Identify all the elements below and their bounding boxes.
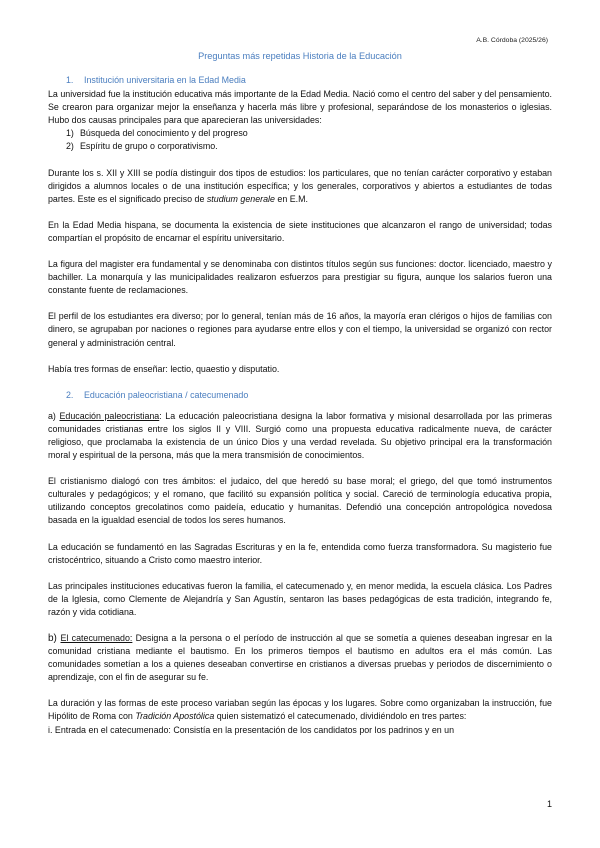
paragraph: Había tres formas de enseñar: lectio, quaestio y disputatio. — [48, 363, 280, 374]
paragraph: La universidad fue la institución educativa más importante de la Edad Media. Nació como el centro del saber y del pensamiento. Se crearon para organizar mejor la enseñanza y hacerla más libre y profesional, separándose de los monasterios o iglesias. Hubo dos causas principales para que aparecieran las universidades: — [48, 89, 552, 126]
section-2-number: 2. — [66, 389, 74, 400]
document-body — [48, 74, 552, 737]
italic-term: studium generale — [206, 193, 275, 204]
section-1-title: Institución universitaria en la Edad Media — [84, 75, 246, 85]
list-item: 2) Espíritu de grupo o corporativismo. — [66, 141, 218, 152]
paragraph: El perfil de los estudiantes era diverso; por lo general, tenían más de 16 años, la mayoría eran clérigos o hijos de familias con dinero, se agrupaban por naciones o regiones para ayudarse entre ellos y con el tiempo, la universidad se organizó con rector general y administración central. — [48, 311, 552, 348]
section-2-title: Educación paleocristiana / catecumenado — [84, 389, 249, 400]
causes-list — [66, 127, 552, 153]
paragraph: El cristianismo dialogó con tres ámbitos: el judaico, del que heredó su base moral; el griego, del que tomó instrumentos culturales y pedagógicos; y el romano, que facilitó su expansión política y social. Careció de terminología educativa propia, utilizando conceptos grecolatinos como paideía, educatio y humanitas. Defendió una concepción antropológica novedosa basada en la igualdad esencial de todos los seres humanos. — [48, 476, 552, 526]
paragraph: b) El catecumenado: Designa a la persona o el período de instrucción al que se sometía a quienes deseaban ingresar en la comunidad cristiana mediante el bautismo. En los primeros tiempos el bautismo en adultos era el más común. Las comunidades sometían a los a quienes deseaban convertirse en cristianos a diversas pruebas y periodos de discernimiento o aprendizaje, con el fin de asegurar su fe. — [48, 633, 553, 683]
italic-term: Tradición Apostólica — [135, 711, 215, 722]
paragraph: Las principales instituciones educativas fueron la familia, el catecumenado y, en menor medida, la escuela clásica. Los Padres de la Iglesia, como Clemente de Alejandría y San Agustín, sentaron las bases pedagógicas de esta tradición, integrando fe, razón y vida cotidiana. — [48, 580, 552, 617]
underlined-term: Educación paleocristiana — [59, 410, 160, 421]
paragraph: La duración y las formas de este proceso variaban según las épocas y los lugares. Sobre como organizaban la instrucción, fue Hipólito de Roma con Tradición Apostólica quien sistematizó el catecumenado, dividiéndolo en tres partes: — [48, 698, 552, 722]
section-1-number: 1. — [66, 75, 74, 85]
section-2-heading — [66, 389, 552, 402]
document-title: Preguntas más repetidas Historia de la Educación — [198, 51, 402, 61]
paragraph: En la Edad Media hispana, se documenta la existencia de siete instituciones que alcanzaron el rango de universidad; todas compartían el propósito de encarnar el espíritu universitario. — [48, 219, 552, 243]
paragraph: a) Educación paleocristiana: La educación paleocristiana designa la labor formativa y misional desarrollada por las primeras comunidades cristianas entre los siglos II y VIII. Surgió como una propuesta educativa radicalmente nueva, de carácter religioso, que proclamaba la existencia de un único Dios y una verdad revelada. Su objetivo principal era la transformación moral y espiritual de la persona, más que la mera transmisión de conocimientos. — [48, 410, 552, 461]
author-header: A.B. Córdoba (2025/26) — [476, 37, 548, 44]
paragraph: Durante los s. XII y XIII se podía distinguir dos tipos de estudios: los particulares, que no tenían carácter corporativo y estaban dirigidos a alumnos locales o de una institución específica; y los generales, corporativos y abiertos a estudiantes de todas partes. Este es el significado preciso de studium generale en E.M. — [48, 167, 552, 204]
underlined-term: El catecumenado: — [60, 633, 133, 643]
list-item: 1) Búsqueda del conocimiento y del progreso — [66, 128, 248, 139]
section-1-heading — [66, 74, 552, 87]
paragraph: La figura del magister era fundamental y se denominaba con distintos títulos según sus funciones: doctor. licenciado, maestro y bachiller. La monarquía y las municipalidades realizaron esfuerzos para prestigiar su figura, aunque los salarios fueron una constante fuente de reclamaciones. — [48, 259, 552, 296]
paragraph: i. Entrada en el catecumenado: Consistía en la presentación de los candidatos por los padrinos y en un — [48, 724, 455, 735]
page-number: 1 — [546, 799, 552, 809]
paragraph: La educación se fundamentó en las Sagradas Escrituras y en la fe, entendida como fuerza transformadora. Su magisterio fue cristocéntrico, situando a Cristo como maestro interior. — [48, 541, 552, 565]
